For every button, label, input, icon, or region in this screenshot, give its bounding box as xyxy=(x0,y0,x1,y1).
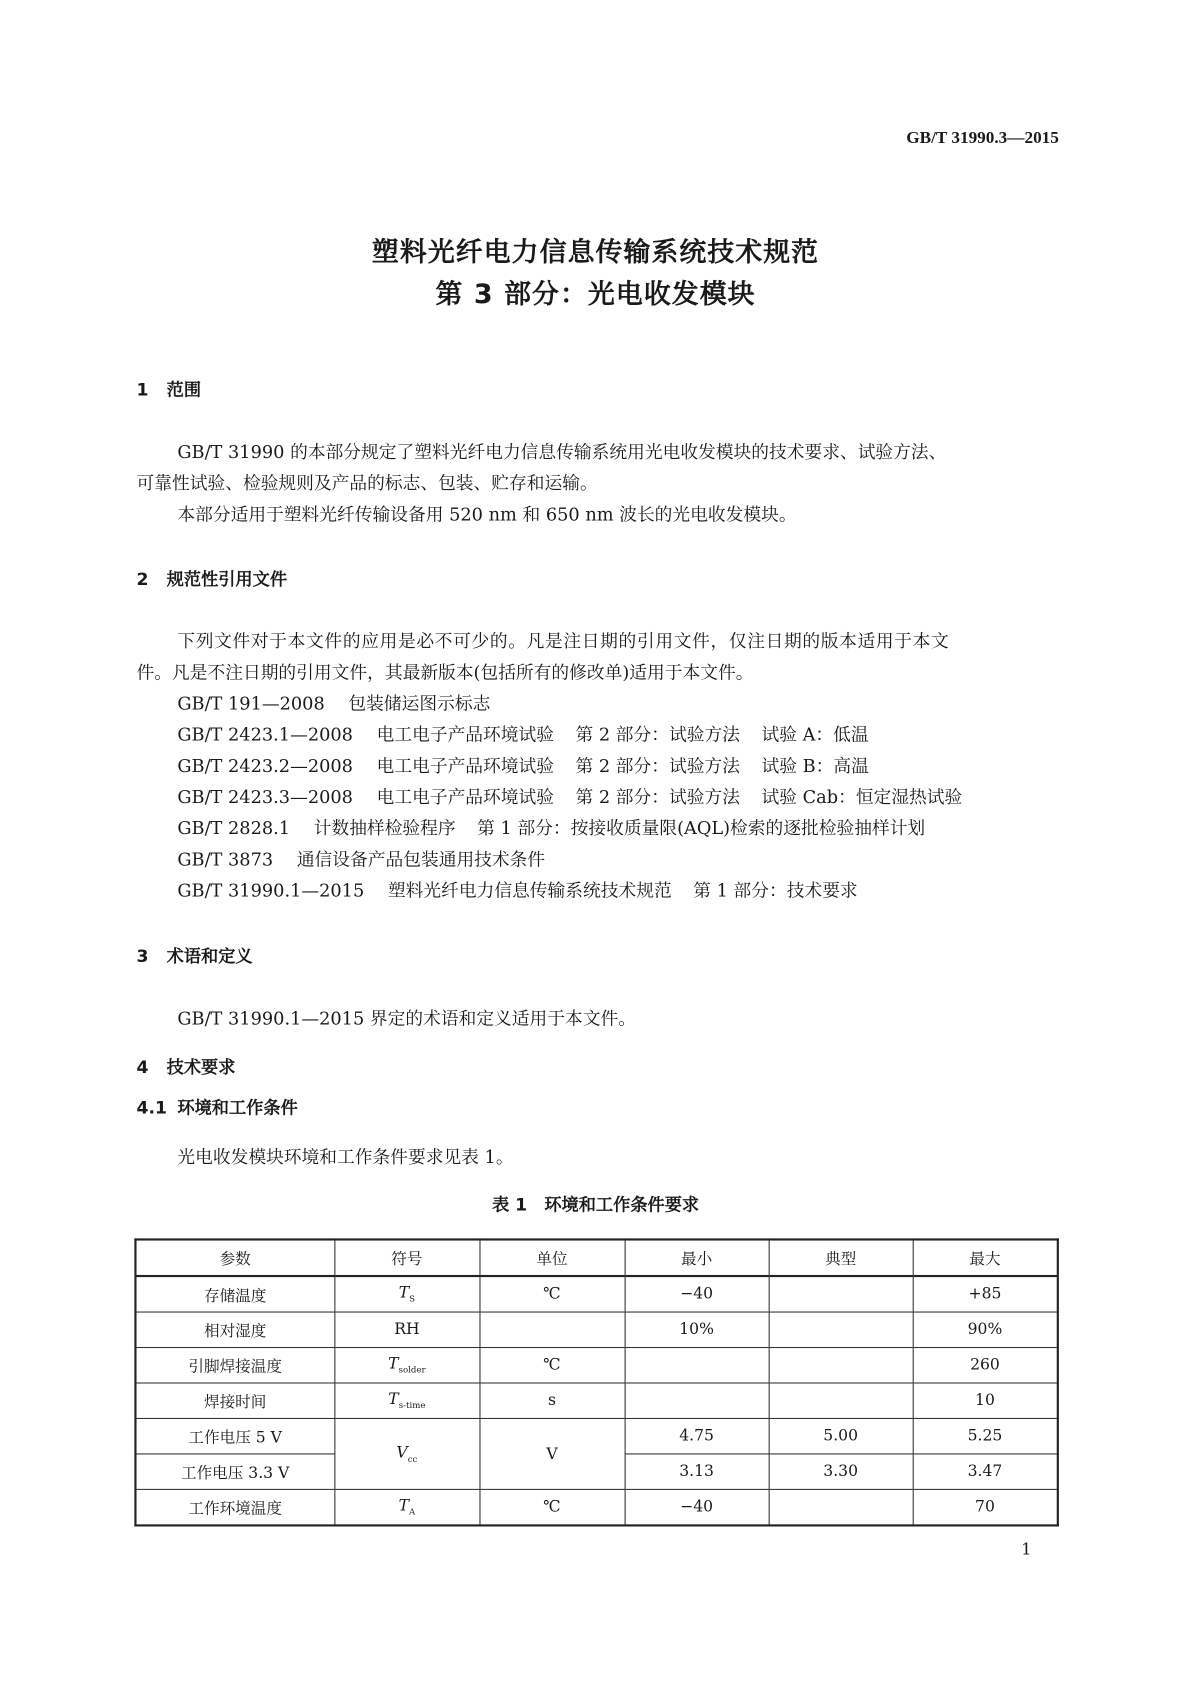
paragraph: 可靠性试验、检验规则及产品的标志、包装、贮存和运输。 xyxy=(136,473,598,494)
table-row: 工作电压 3.3 V 3.13 3.30 3.47 xyxy=(135,1454,1057,1489)
paragraph: GB/T 31990 的本部分规定了塑料光纤电力信息传输系统用光电收发模块的技术要求、试验方法、 xyxy=(177,441,947,463)
section-heading-2: 2 规范性引用文件 xyxy=(136,568,288,590)
reference-item: GB/T 2423.2—2008 电工电子产品环境试验 第 2 部分：试验方法 试验 B：高温 xyxy=(177,755,869,777)
section-heading-1: 1 范围 xyxy=(136,379,202,400)
table-row: 存储温度 $T_S$ ℃ −40 +85 xyxy=(135,1276,1057,1312)
column-header: 单位 xyxy=(479,1239,624,1276)
table-row: 工作环境温度 $T_A$ ℃ −40 70 xyxy=(135,1489,1057,1525)
section-heading-3: 3 术语和定义 xyxy=(136,946,253,967)
paragraph: GB/T 31990.1—2015 界定的术语和定义适用于本文件。 xyxy=(177,1008,636,1029)
table-caption: 表 1 环境和工作条件要求 xyxy=(491,1194,700,1215)
paragraph: 下列文件对于本文件的应用是必不可少的。凡是注日期的引用文件，仅注日期的版本适用于本文 xyxy=(177,631,950,652)
standard-number: GB/T 31990.3—2015 xyxy=(906,129,1059,148)
table-header-row xyxy=(135,1239,1057,1276)
table-row: 引脚焊接温度 $T_{solder}$ ℃ 260 xyxy=(135,1348,1057,1383)
column-header: 符号 xyxy=(334,1239,479,1276)
reference-item: GB/T 191—2008 包装储运图示标志 xyxy=(177,693,491,714)
column-header: 最大 xyxy=(913,1239,1058,1276)
reference-item: GB/T 31990.1—2015 塑料光纤电力信息传输系统技术规范 第 1 部分：技术要求 xyxy=(177,880,858,901)
column-header: 典型 xyxy=(769,1239,913,1276)
section-heading-4-1: 4.1 环境和工作条件 xyxy=(136,1097,298,1118)
paragraph: 件。凡是不注日期的引用文件，其最新版本(包括所有的修改单)适用于本文件。 xyxy=(136,662,754,683)
reference-item: GB/T 2423.3—2008 电工电子产品环境试验 第 2 部分：试验方法 试验 Cab：恒定湿热试验 xyxy=(177,786,963,808)
table-row: 焊接时间 $T_{s-time}$ s 10 xyxy=(135,1383,1057,1418)
paragraph: 光电收发模块环境和工作条件要求见表 1。 xyxy=(177,1147,514,1168)
column-header: 最小 xyxy=(625,1239,769,1276)
reference-item: GB/T 2828.1 计数抽样检验程序 第 1 部分：按接收质量限(AQL)检索的逐批检验抽样计划 xyxy=(177,818,926,839)
column-header: 参数 xyxy=(135,1239,334,1276)
reference-item: GB/T 3873 通信设备产品包装通用技术条件 xyxy=(177,849,546,870)
reference-item: GB/T 2423.1—2008 电工电子产品环境试验 第 2 部分：试验方法 试验 A：低温 xyxy=(177,724,869,745)
doc-title: 塑料光纤电力信息传输系统技术规范 xyxy=(371,236,820,268)
conditions-table xyxy=(134,1238,1059,1526)
page-number: 1 xyxy=(1021,1539,1032,1559)
section-heading-4: 4 技术要求 xyxy=(136,1056,236,1078)
table-row: 相对湿度 RH 10% 90% xyxy=(135,1312,1057,1347)
paragraph: 本部分适用于塑料光纤传输设备用 520 nm 和 650 nm 波长的光电收发模块。 xyxy=(177,504,797,525)
table-row: 工作电压 5 V $V_{cc}$ V 4.75 5.00 5.25 xyxy=(135,1418,1057,1453)
doc-subtitle: 第 3 部分：光电收发模块 xyxy=(435,278,756,310)
